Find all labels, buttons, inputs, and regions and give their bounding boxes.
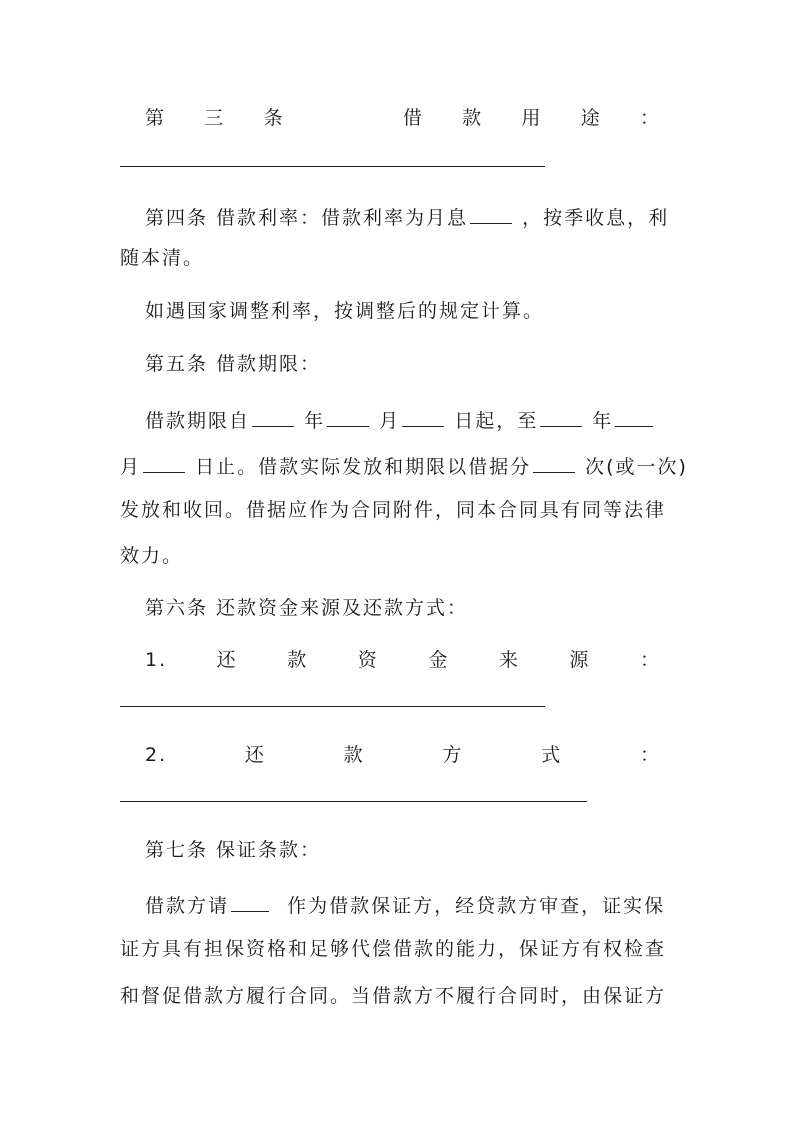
end-year-blank[interactable] [540,406,582,427]
article-3-char: 用 [521,107,543,129]
article-3-char: 途 [580,107,602,129]
article-3-heading [145,106,661,130]
repayment-method-fill-line [120,801,587,802]
guarantor-name-blank[interactable] [231,891,269,912]
article-6-title: 第六条 还款资金来源及还款方式： [145,597,469,619]
item-char: 资 [357,649,379,671]
article-3-char: ： [639,107,661,129]
article-7-title: 第七条 保证条款： [145,839,322,861]
article-5-line-2 [120,452,688,479]
article-4-line-2: 随本清。 [120,247,205,269]
end-month-blank[interactable] [615,406,653,427]
article-3-char: 第 [145,107,167,129]
article-4-text: 第四条 借款利率：借款利率为月息 [145,207,469,229]
start-month-blank[interactable] [327,406,369,427]
article-5-line-3: 发放和收回。借据应作为合同附件，同本合同具有同等法律 [120,499,667,521]
item-char: 金 [428,649,450,671]
article-5-line-1 [145,406,676,433]
article-4-line-1 [145,203,676,230]
start-year-blank[interactable] [252,406,294,427]
item-char: ： [639,744,661,766]
article-3-char: 三 [204,107,226,129]
item-number: 1. [145,649,168,671]
article-5-title: 第五条 借款期限： [145,353,322,375]
loan-term-text: 年 [304,410,326,432]
loan-term-text: 日止。借款实际发放和期限以借据分 [195,456,532,478]
article-3-char: 条 [263,107,285,129]
loan-term-text: 日起，至 [454,410,539,432]
article-3-fill-line [120,166,545,167]
item-char: 还 [216,649,238,671]
interest-rate-blank[interactable] [470,203,512,224]
guarantee-text: 作为借款保证方，经贷款方审查，证实保 [287,895,666,917]
item-number: 2. [145,744,168,766]
repayment-source-fill-line [120,706,545,707]
article-3-char: 款 [462,107,484,129]
guarantee-text: 借款方请 [145,895,230,917]
article-7-line-2: 证方具有担保资格和足够代偿借款的能力，保证方有权检查 [120,938,667,960]
installment-count-blank[interactable] [533,452,575,473]
item-char: 款 [343,744,365,766]
item-char: 还 [244,744,266,766]
item-char: 源 [569,649,591,671]
article-7-line-1 [145,891,676,918]
article-4-text: ，按季收息，利 [522,207,670,229]
loan-term-text: 月 [120,456,142,478]
end-day-blank[interactable] [143,452,185,473]
article-5-line-4: 效力。 [120,545,184,567]
item-char: ： [639,649,661,671]
item-char: 方 [442,744,464,766]
loan-term-text: 次(或一次) [585,456,688,478]
item-char: 来 [498,649,520,671]
article-3-char: 借 [402,107,424,129]
article-7-line-3: 和督促借款方履行合同。当借款方不履行合同时，由保证方 [120,985,667,1007]
repayment-source-item [145,648,661,672]
item-char: 款 [287,649,309,671]
rate-adjustment-note: 如遇国家调整利率，按调整后的规定计算。 [145,300,545,322]
loan-term-text: 借款期限自 [145,410,251,432]
loan-term-text: 月 [379,410,401,432]
repayment-method-item [145,743,661,767]
loan-term-text: 年 [592,410,614,432]
start-day-blank[interactable] [402,406,444,427]
item-char: 式 [541,744,563,766]
